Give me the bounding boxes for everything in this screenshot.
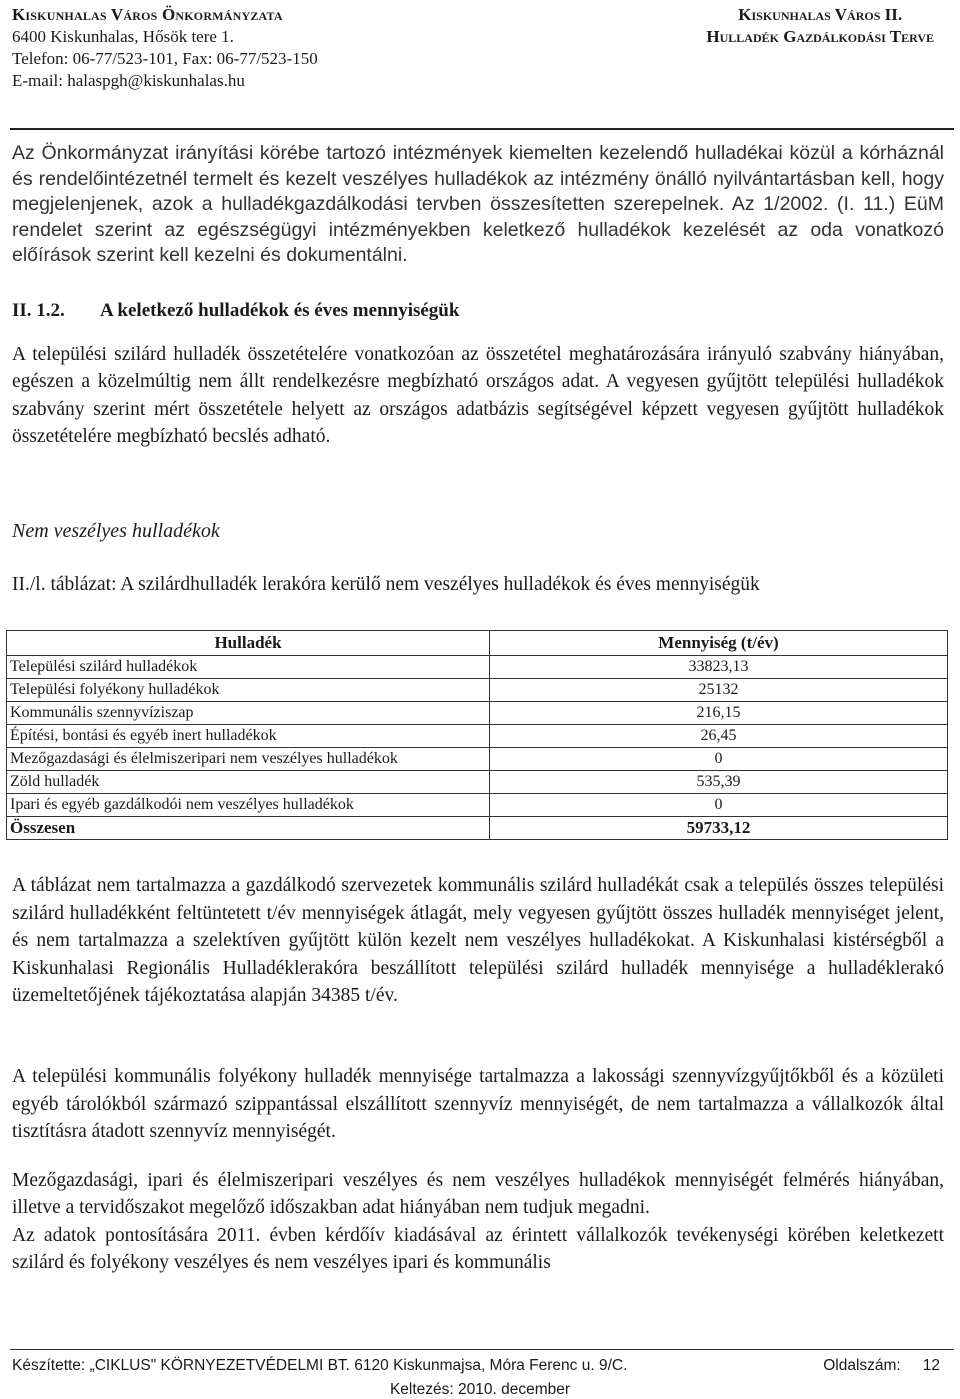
- table-cell-quantity: 26,45: [490, 725, 948, 748]
- paragraph-data-refinement: Az adatok pontosítására 2011. évben kérdőív kiadásával az érintett vállalkozók tevékenységi körében keletkezett szilárd és folyékony veszélyes és nem veszélyes ipari és kommunális: [12, 1224, 944, 1273]
- table-row: [7, 771, 948, 794]
- table-cell-waste: Kommunális szennyvíziszap: [7, 702, 490, 725]
- table-total-value: 59733,12: [490, 817, 948, 840]
- paragraph-agri-industrial: Mezőgazdasági, ipari és élelmiszeripari veszélyes és nem veszélyes hulladékok mennyiségét felmérés hiányában, illetve a tervidőszakot megelőző időszakban adat hiányában nem tudjuk megadni.: [12, 1170, 944, 1219]
- table-cell-waste: Zöld hulladék: [7, 771, 490, 794]
- table-total-row: [7, 817, 948, 840]
- doc-title-line-2: Hulladék Gazdálkodási Terve: [706, 27, 934, 46]
- table-row: [7, 679, 948, 702]
- footer-page-info: [823, 1357, 940, 1375]
- org-email: E-mail: halaspgh@kiskunhalas.hu: [12, 71, 245, 90]
- footer-page-label: Oldalszám:: [823, 1357, 901, 1374]
- table-caption: II./l. táblázat: A szilárdhulladék lerakóra kerülő nem veszélyes hulladékok és éves mennyiségük: [12, 574, 760, 595]
- intro-paragraph: Az Önkormányzat irányítási körébe tartozó intézmények kiemelten kezelendő hulladékai közül a kórháznál és rendelőintézetnél termelt és kezelt veszélyes hulladékok az intézmény önálló nyilvántartásban kell, hogy megjelenjenek, azok a hulladékgazdálkodási tervben összesítetten szerepelnek. Az 1/2002. (I. 11.) EüM rendelet szerint az egészségügyi intézményekben keletkező hulladékok kezelését az oda vonatkozó előírások szerint kell kezelni és dokumentálni.: [12, 142, 944, 267]
- table-cell-waste: Ipari és egyéb gazdálkodói nem veszélyes hulladékok: [7, 794, 490, 817]
- table-row: [7, 748, 948, 771]
- footer-divider: [10, 1349, 954, 1350]
- table-header-waste: Hulladék: [7, 631, 490, 656]
- section-heading: [12, 300, 459, 322]
- waste-quantity-table: [6, 630, 948, 840]
- table-total-label: Összesen: [7, 817, 490, 840]
- table-cell-waste: Települési folyékony hulladékok: [7, 679, 490, 702]
- table-cell-quantity: 216,15: [490, 702, 948, 725]
- table-cell-waste: Települési szilárd hulladékok: [7, 656, 490, 679]
- footer-date: Keltezés: 2010. december: [389, 1381, 571, 1398]
- table-cell-quantity: 535,39: [490, 771, 948, 794]
- footer-author: Készítette: „CIKLUS" KÖRNYEZETVÉDELMI BT. 6120 Kiskunmajsa, Móra Ferenc u. 9/C.: [12, 1357, 628, 1374]
- header-divider: [10, 128, 954, 130]
- table-cell-waste: Építési, bontási és egyéb inert hulladékok: [7, 725, 490, 748]
- table-cell-quantity: 25132: [490, 679, 948, 702]
- section-paragraph: A települési szilárd hulladék összetételére vonatkozóan az összetétel meghatározására irányuló szabvány hiányában, egészen a közelmúltig nem állt rendelkezésre megbízható országos adat. A vegyesen gyűjtött települési hulladékok szabvány szerint mért összetétele helyett az országos adatbázis segítségével képzett vegyesen gyűjtött hulladékok összetételére megbízható becslés adható.: [12, 344, 944, 447]
- header-doc-title: [706, 4, 934, 48]
- section-title: A keletkező hulladékok és éves mennyiségük: [100, 300, 460, 321]
- table-header-row: [7, 631, 948, 656]
- header-contact-block: [12, 4, 318, 92]
- table-row: [7, 656, 948, 679]
- table-cell-quantity: 0: [490, 794, 948, 817]
- org-address: 6400 Kiskunhalas, Hősök tere 1.: [12, 27, 234, 46]
- subheading: Nem veszélyes hulladékok: [12, 520, 220, 542]
- table-row: [7, 725, 948, 748]
- table-header-quantity: Mennyiség (t/év): [490, 631, 948, 656]
- doc-title-line-1: Kiskunhalas Város II.: [738, 5, 903, 24]
- table-cell-waste: Mezőgazdasági és élelmiszeripari nem veszélyes hulladékok: [7, 748, 490, 771]
- table-row: [7, 794, 948, 817]
- paragraph-group: [12, 1167, 944, 1276]
- footer-page-number: 12: [922, 1357, 940, 1374]
- section-number: II. 1.2.: [12, 300, 65, 321]
- table-cell-quantity: 0: [490, 748, 948, 771]
- table-row: [7, 702, 948, 725]
- table-cell-quantity: 33823,13: [490, 656, 948, 679]
- paragraph-table-note: A táblázat nem tartalmazza a gazdálkodó szervezetek kommunális szilárd hulladékát csak a település összes települési szilárd hulladékként feltüntetett t/év mennyiségek átlagát, mely vegyesen gyűjtött összes hulladék mennyiséget jelent, és nem tartalmazza a szelektíven gyűjtött külön kezelt nem veszélyes hulladékokat. A Kiskunhalasi kistérségből a Kiskunhalasi Regionális Hulladéklerakóra beszállított települési szilárd hulladék mennyisége a hulladéklerakó üzemeltetőjének tájékoztatása alapján 34385 t/év.: [12, 875, 944, 1007]
- org-name: Kiskunhalas Város Önkormányzata: [12, 5, 283, 24]
- paragraph-liquid-waste: A települési kommunális folyékony hulladék mennyisége tartalmazza a lakossági szennyvízgyűjtőkből és a közületi egyéb tárolókból származó szippantással elszállított szennyvíz mennyiségét, de nem tartalmazza a vállalkozók által tisztításra átadott szennyvíz mennyiségét.: [12, 1066, 944, 1143]
- org-phone: Telefon: 06-77/523-101, Fax: 06-77/523-150: [12, 49, 318, 68]
